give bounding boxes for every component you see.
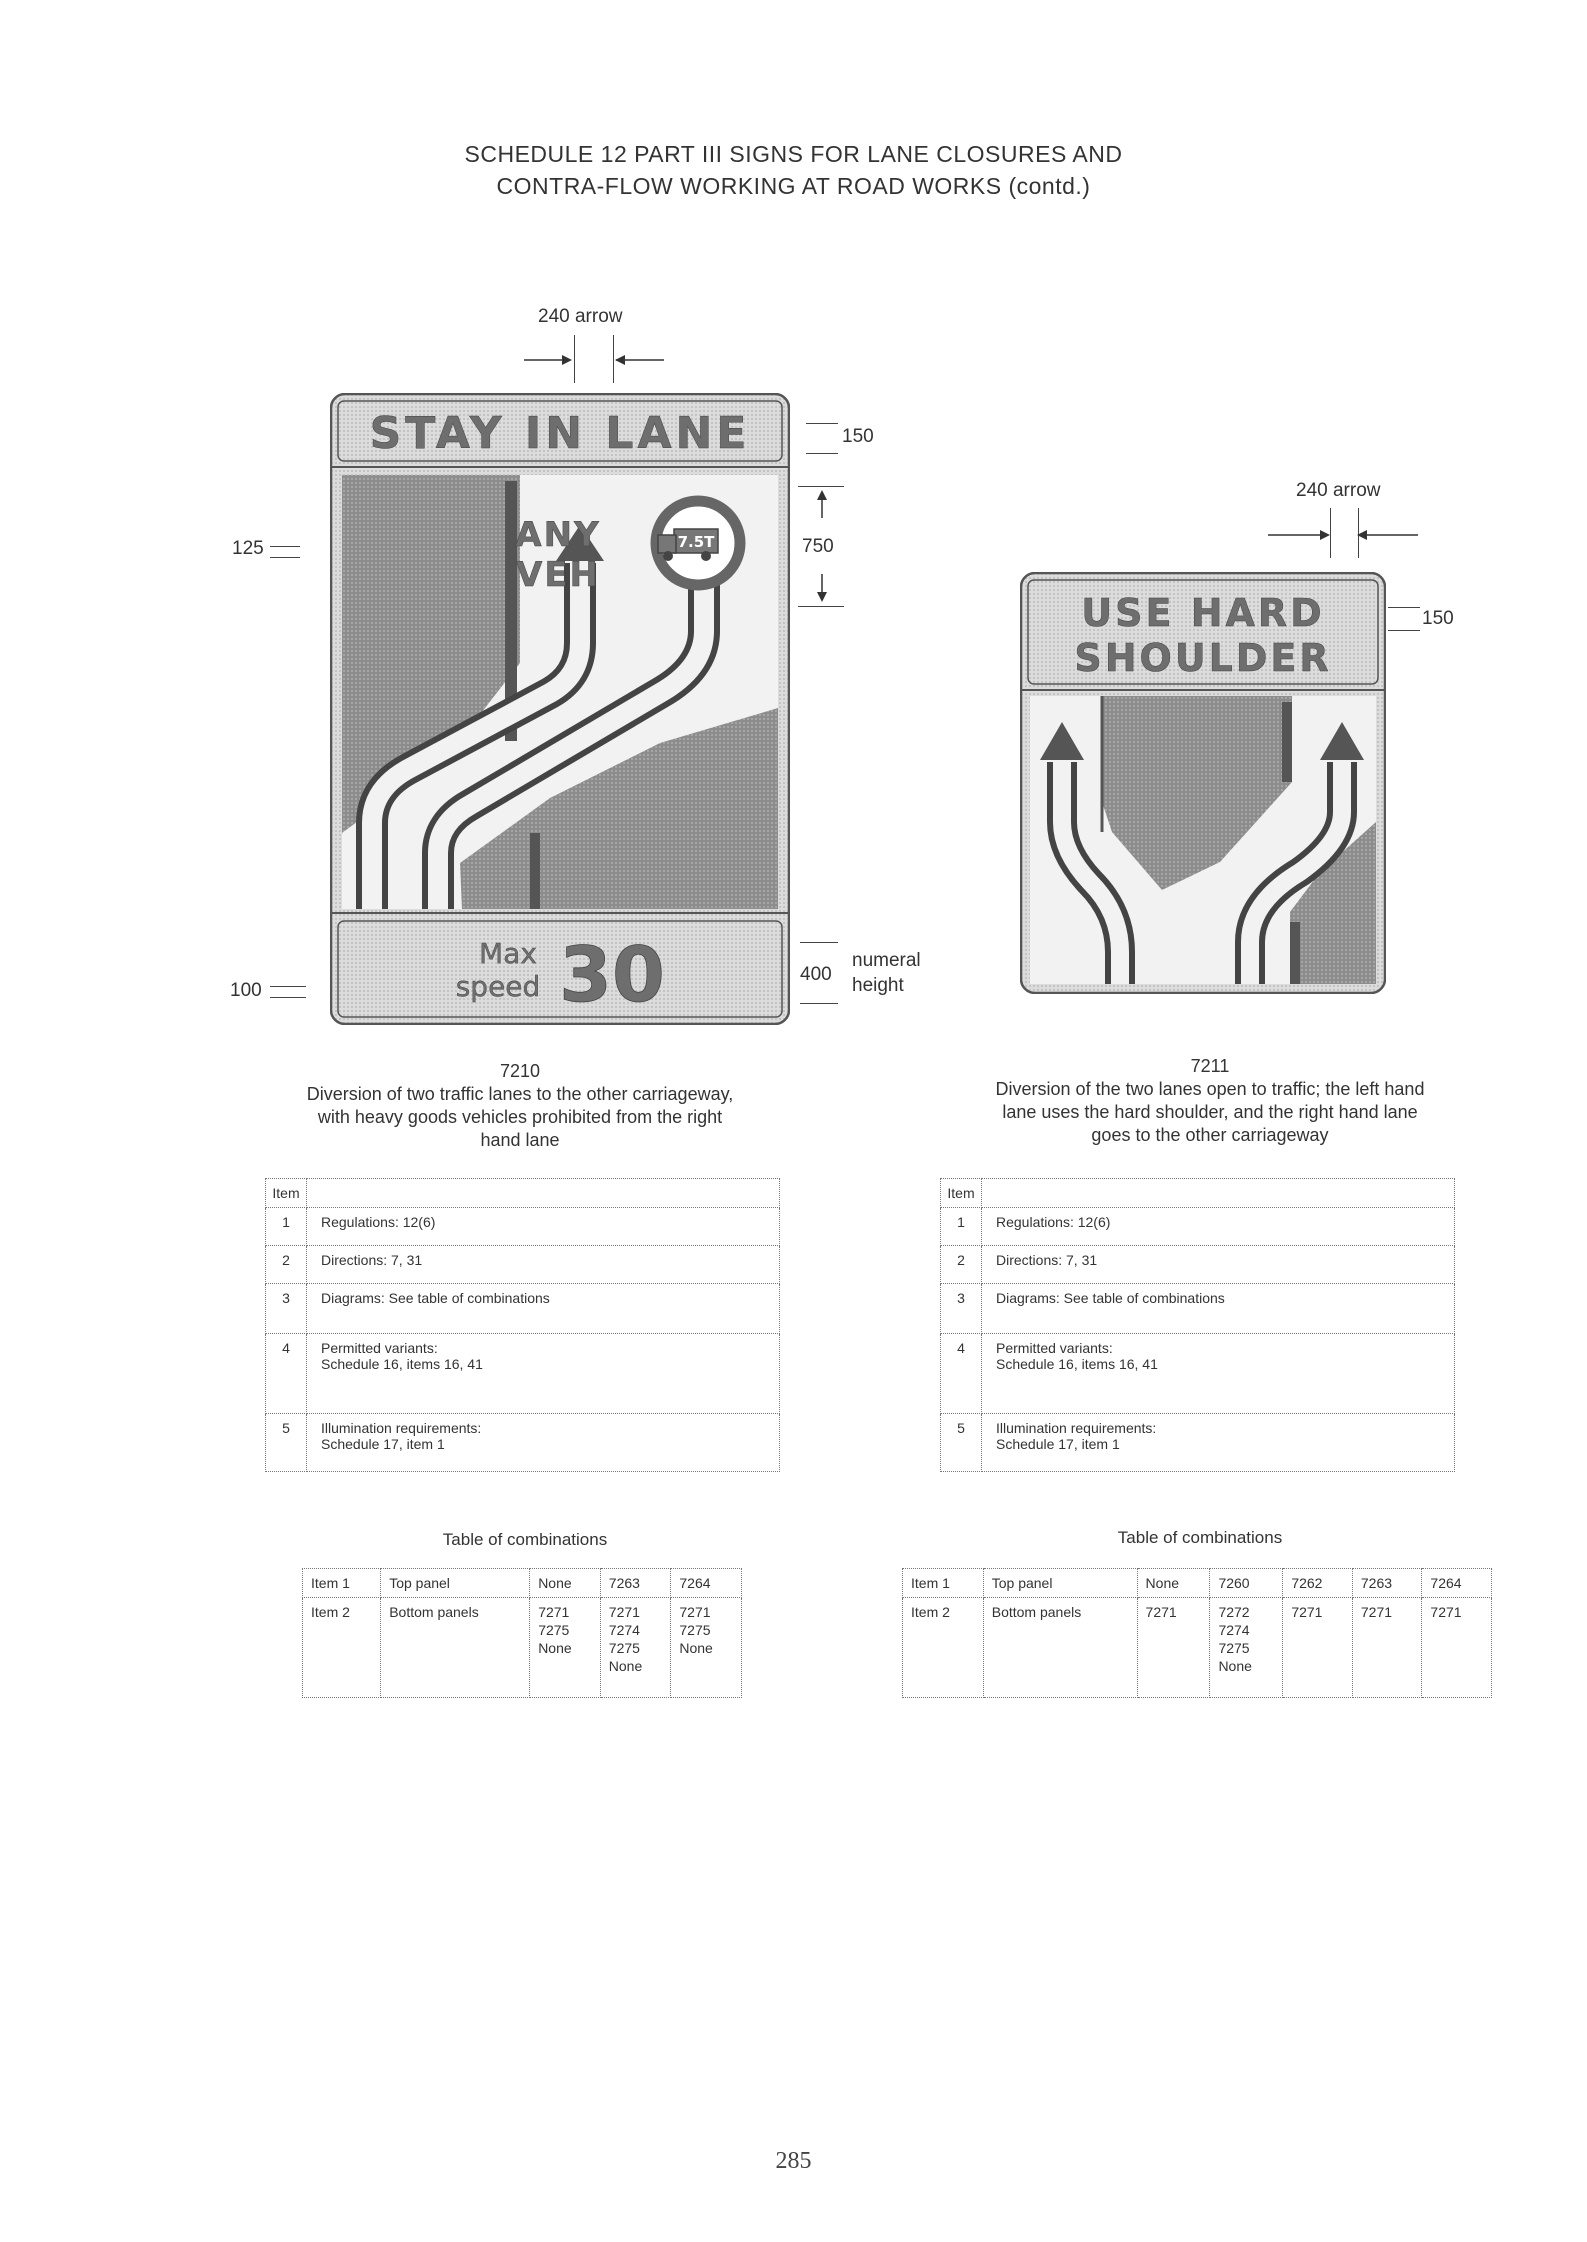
combo-cell: 7271 7275 None: [530, 1598, 601, 1698]
item-number: 1: [941, 1208, 982, 1246]
arrow-dimension-label: 240 arrow: [1296, 480, 1381, 501]
speed-text: speed: [455, 970, 541, 1003]
dim-tick: [270, 997, 306, 998]
item-number: 4: [941, 1334, 982, 1414]
caption-line: with heavy goods vehicles prohibited from the right: [317, 1107, 723, 1127]
combo-cell: 7271: [1422, 1598, 1492, 1698]
arrow-dimension-arrows: [524, 345, 664, 375]
dim-tick: [1388, 607, 1420, 608]
numeral-label-1: numeral: [852, 950, 921, 971]
any-text: ANY: [515, 515, 601, 555]
table-header: Item: [266, 1179, 307, 1208]
combo-cell: 7271: [1352, 1598, 1422, 1698]
item-text: Illumination requirements: Schedule 17, item 1: [982, 1414, 1455, 1472]
header-line-2: CONTRA-FLOW WORKING AT ROAD WORKS (contd.): [496, 173, 1091, 199]
item-text: Directions: 7, 31: [307, 1246, 780, 1284]
item-text: Diagrams: See table of combinations: [982, 1284, 1455, 1334]
caption-line: lane uses the hard shoulder, and the right hand lane: [1002, 1102, 1418, 1122]
combo-cell: 7272 7274 7275 None: [1210, 1598, 1283, 1698]
dim-tick: [1388, 630, 1420, 631]
sign-7210: [330, 393, 790, 1025]
arrow-dimension-arrows: [1268, 520, 1418, 550]
item-number: 3: [266, 1284, 307, 1334]
item-number: 2: [941, 1246, 982, 1284]
combo-cell: 7264: [671, 1569, 742, 1598]
combo-title-7211: Table of combinations: [1117, 1528, 1283, 1547]
caption-line: goes to the other carriageway: [1091, 1125, 1329, 1145]
combo-cell: 7271: [1137, 1598, 1210, 1698]
item-text: Permitted variants: Schedule 16, items 16, 41: [307, 1334, 780, 1414]
xheight-dim: 125: [232, 538, 264, 559]
dim-tick: [270, 546, 300, 547]
combo-item-label: Item 2: [903, 1598, 984, 1698]
combo-cell: None: [530, 1569, 601, 1598]
combo-cell: 7271: [1283, 1598, 1353, 1698]
veh-text: VEH: [516, 555, 600, 595]
sign-7211-caption: [930, 1055, 1490, 1147]
combo-cell: 7262: [1283, 1569, 1353, 1598]
sign-number: 7211: [1190, 1056, 1230, 1076]
combo-table-7210: [302, 1568, 742, 1698]
combo-cell: 7263: [600, 1569, 671, 1598]
top-panel-dim: 150: [1422, 608, 1454, 629]
item-number: 5: [266, 1414, 307, 1472]
top-panel-dim: 150: [842, 426, 874, 447]
combo-cell: 7271 7275 None: [671, 1598, 742, 1698]
combo-row-label: Top panel: [381, 1569, 530, 1598]
sign-number: 7210: [499, 1061, 541, 1081]
header-line-1: SCHEDULE 12 PART III SIGNS FOR LANE CLOSURES AND: [464, 141, 1123, 167]
roundel-dim: 750: [802, 536, 834, 557]
combo-cell: 7271 7274 7275 None: [600, 1598, 671, 1698]
combo-cell: 7264: [1422, 1569, 1492, 1598]
sign-7210-caption: [260, 1060, 780, 1152]
caption-line: Diversion of the two lanes open to traffic; the left hand: [995, 1079, 1425, 1099]
shoulder-text: SHOULDER: [1074, 636, 1332, 680]
combo-item-label: Item 2: [303, 1598, 381, 1698]
item-text: Permitted variants: Schedule 16, items 16, 41: [982, 1334, 1455, 1414]
dim-tick: [270, 557, 300, 558]
item-text: Regulations: 12(6): [982, 1208, 1455, 1246]
item-number: 2: [266, 1246, 307, 1284]
stay-in-lane-text: STAY IN LANE: [369, 408, 751, 459]
item-text: Illumination requirements: Schedule 17, item 1: [307, 1414, 780, 1472]
numeral-label-2: height: [852, 975, 904, 996]
weight-limit-text: 7.5T: [677, 533, 715, 551]
combo-title-7210: Table of combinations: [442, 1530, 608, 1549]
items-table-7211: [940, 1178, 1455, 1472]
dim-tick: [798, 486, 844, 487]
dim-tick: [800, 942, 838, 943]
sign-7211: [1020, 572, 1386, 994]
combo-cell: 7263: [1352, 1569, 1422, 1598]
page-number: 285: [775, 2148, 812, 2174]
item-text: Diagrams: See table of combinations: [307, 1284, 780, 1334]
item-text: Directions: 7, 31: [982, 1246, 1455, 1284]
page-header: [0, 138, 1587, 202]
combo-table-7211: [902, 1568, 1492, 1698]
caption-line: Diversion of two traffic lanes to the other carriageway,: [306, 1084, 734, 1104]
item-text: Regulations: 12(6): [307, 1208, 780, 1246]
arrow-dimension-label: 240 arrow: [538, 306, 623, 327]
dim-tick: [798, 606, 844, 607]
combo-row-label: Bottom panels: [381, 1598, 530, 1698]
combo-row-label: Top panel: [983, 1569, 1137, 1598]
dim-tick: [806, 453, 838, 454]
combo-cell: None: [1137, 1569, 1210, 1598]
item-number: 5: [941, 1414, 982, 1472]
combo-row-label: Bottom panels: [983, 1598, 1137, 1698]
caption-line: hand lane: [480, 1130, 560, 1150]
item-number: 3: [941, 1284, 982, 1334]
dim-tick: [270, 986, 306, 987]
combo-item-label: Item 1: [903, 1569, 984, 1598]
dim-tick: [806, 423, 838, 424]
combo-item-label: Item 1: [303, 1569, 381, 1598]
items-table-7210: [265, 1178, 780, 1472]
dim-tick: [800, 1003, 838, 1004]
combo-cell: 7260: [1210, 1569, 1283, 1598]
numeral-dim: 400: [800, 964, 832, 985]
use-hard-text: USE HARD: [1081, 591, 1325, 635]
item-number: 4: [266, 1334, 307, 1414]
max-text: Max: [479, 937, 537, 970]
speed-limit-number: 30: [559, 930, 665, 1019]
table-header: Item: [941, 1179, 982, 1208]
item-number: 1: [266, 1208, 307, 1246]
bottom-xheight-dim: 100: [230, 980, 262, 1001]
